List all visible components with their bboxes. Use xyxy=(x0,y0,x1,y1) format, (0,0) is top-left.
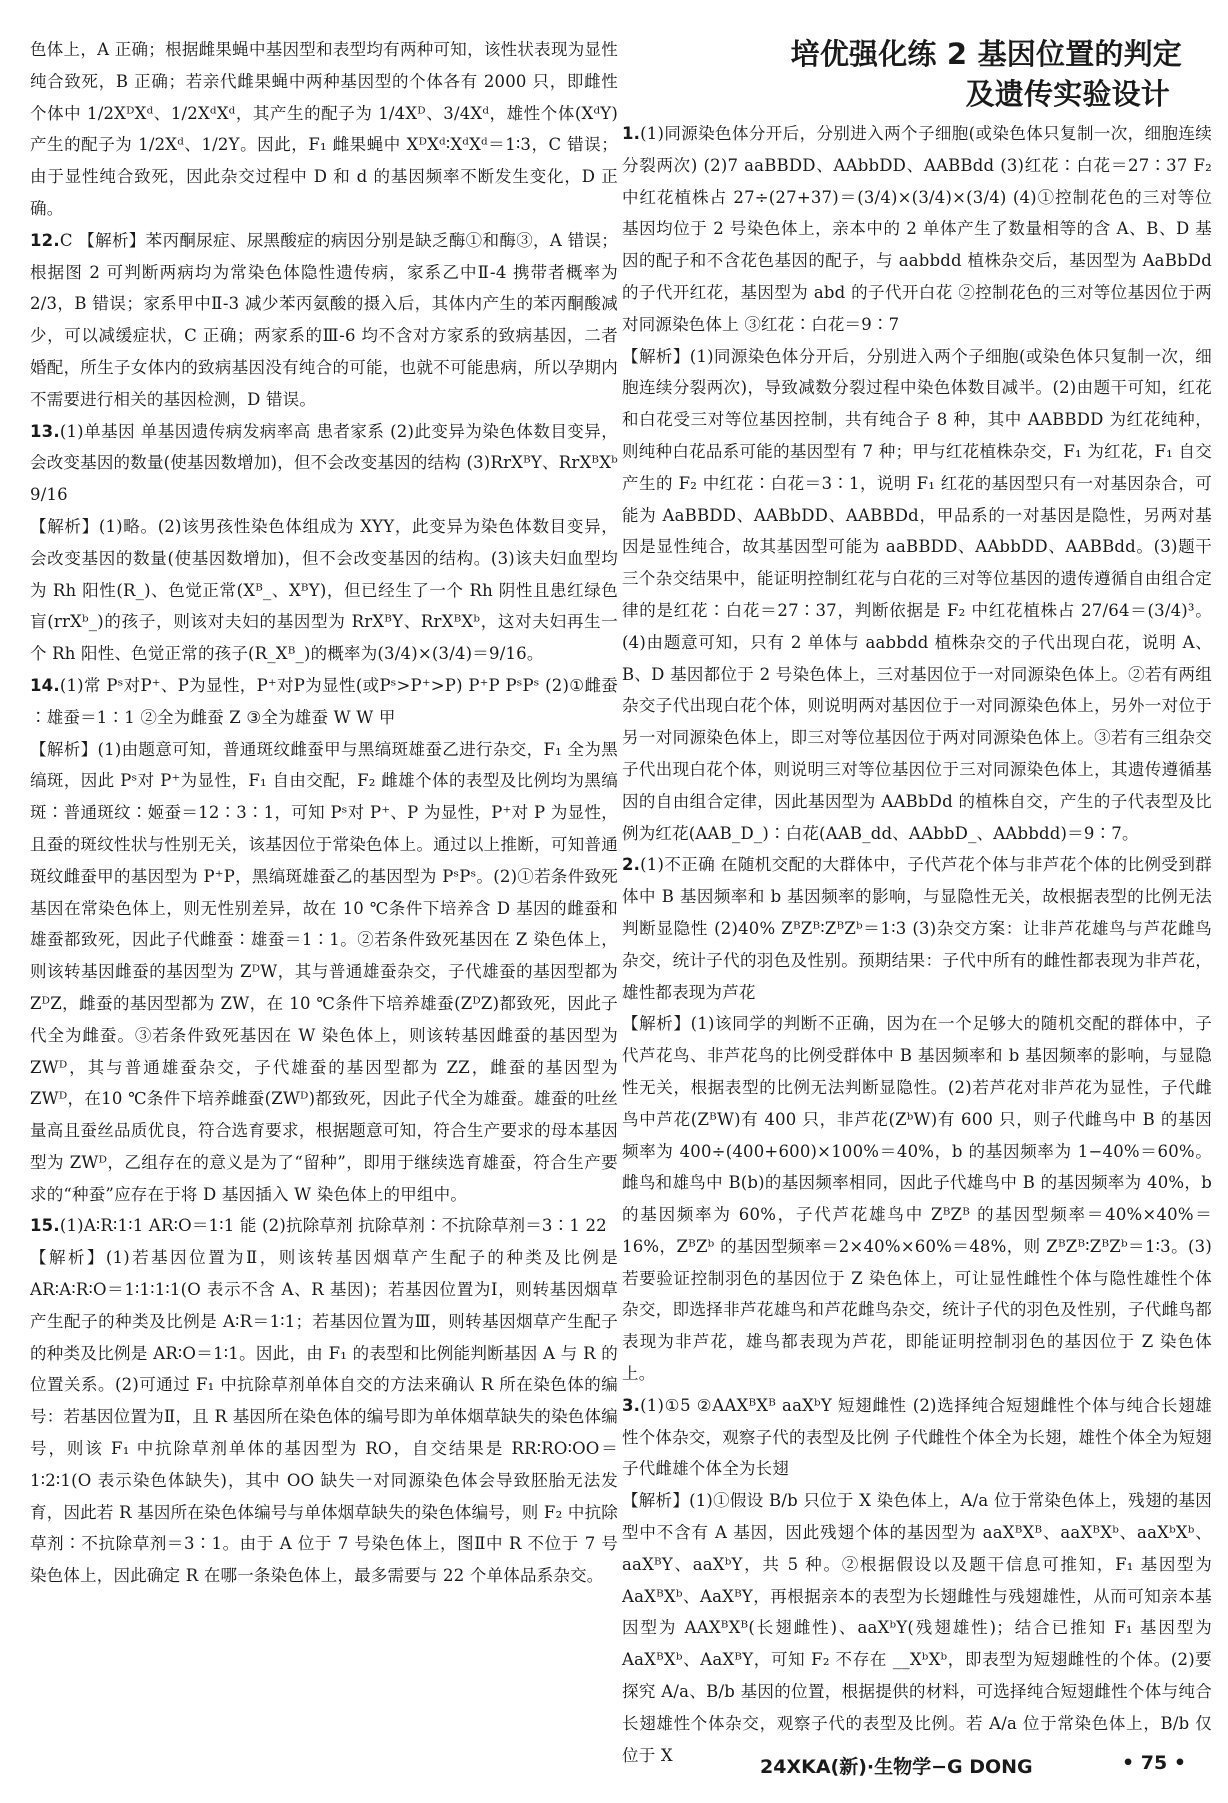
answer-paragraph xyxy=(622,849,1212,1008)
answer-paragraph xyxy=(30,1242,618,1592)
section-title-line1: 培优强化练 2 基因位置的判定 xyxy=(790,37,1182,71)
answer-paragraph xyxy=(622,1008,1212,1390)
page-footer xyxy=(760,1752,1220,1779)
book-code: 24XKA(新)·生物学−G DONG xyxy=(760,1756,1033,1778)
answer-text: (1)不正确 在随机交配的大群体中，子代芦花个体与非芦花个体的比例受到群体中 B 基因频率和 b 基因频率的影响，与显隐性无关，故根据表型的比例无法判断显隐性 (2)40% ZᴮZᴮ∶ZᴮZᵇ＝1∶3 (3)杂交方案：让非芦花雄鸟与芦花雌鸟杂交，统计子代的羽色及性别。预期结果：子代中所有的雌性都表现为非芦花，雄性都表现为芦花 xyxy=(622,855,1212,1002)
answer-paragraph xyxy=(30,670,618,734)
answer-paragraph xyxy=(30,416,618,511)
answer-paragraph xyxy=(30,1210,618,1242)
answer-text: C 【解析】苯丙酮尿症、尿黑酸症的病因分别是缺乏酶①和酶③，A 错误；根据图 2 可判断两病均为常染色体隐性遗传病，家系乙中Ⅱ-4 携带者概率为 2/3，B 错误；家系甲中Ⅱ-3 减少苯丙氨酸的摄入后，其体内产生的苯丙酮酸减少，可以减缓症状，C 正确；两家系的Ⅲ-6 均不含对方家系的致病基因，二者婚配，所生子女体内的致病基因没有纯合的可能，也就不可能患病，所以孕期内不需要进行相关的基因检测，D 错误。 xyxy=(30,230,618,409)
answer-text: 【解析】(1)同源染色体分开后，分别进入两个子细胞(或染色体只复制一次，细胞连续分裂两次)，导致减数分裂过程中染色体数目减半。(2)由题干可知，红花和白花受三对等位基因控制，共有纯合子 8 种，其中 AABBDD 为红花纯种，则纯种白花品系可能的基因型有 7 种；甲与红花植株杂交，F₁ 为红花，F₁ 自交产生的 F₂ 中红花∶白花＝3∶1，说明 F₁ 红花的基因型只有一对基因杂合，可能为 AaBBDD、AABbDD、AABBDd，甲品系的一对基因是隐性，另两对基因是显性纯合，故其基因型可能为 aaBBDD、AAbbDD、AABBdd。(3)题干三个杂交结果中，能证明控制红花与白花的三对等位基因的遗传遵循自由组合定律的是红花∶白花＝27∶37，判断依据是 F₂ 中红花植株占 27/64＝(3/4)³。(4)由题意可知，只有 2 单体与 aabbdd 植株杂交的子代出现白花，说明 A、B、D 基因都位于 2 号染色体上，三对基因位于一对同源染色体上。②若有两组杂交子代出现白花个体，则说明两对基因位于一对同源染色体上，另外一对位于另一对同源染色体上，即三对等位基因位于两对同源染色体上。③若有三组杂交子代出现白花个体，则说明三对等位基因位于三对同源染色体上，其遗传遵循基因的自由组合定律，因此基因型为 AABbDd 的植株自交，产生的子代表型及比例为红花(AAB_D_)∶白花(AAB_dd、AAbbD_、AAbbdd)＝9∶7。 xyxy=(622,346,1212,843)
answer-paragraph xyxy=(622,1485,1212,1771)
question-number: 2. xyxy=(622,855,641,875)
question-number: 15. xyxy=(30,1216,60,1236)
answer-paragraph xyxy=(622,1390,1212,1485)
page-number: • 75 • xyxy=(1122,1752,1186,1774)
answer-text: 【解析】(1)若基因位置为Ⅱ，则该转基因烟草产生配子的种类及比例是 AR∶A∶R∶O＝1∶1∶1∶1(O 表示不含 A、R 基因)；若基因位置为Ⅰ，则转基因烟草产生配子的种类及比例是 A∶R＝1∶1；若基因位置为Ⅲ，则转基因烟草产生配子的种类及比例是 AR∶O＝1∶1。因此，由 F₁ 的表型和比例能判断基因 A 与 R 的位置关系。(2)可通过 F₁ 中抗除草剂单体自交的方法来确认 R 所在染色体的编号：若基因位置为Ⅱ，且 R 基因所在染色体的编号即为单体烟草缺失的染色体编号，则该 F₁ 中抗除草剂单体的基因型为 RO，自交结果是 RR∶RO∶OO＝1∶2∶1(O 表示染色体缺失)，其中 OO 缺失一对同源染色体会导致胚胎无法发育，因此若 R 基因所在染色体编号与单体烟草缺失的染色体编号，则 F₂ 中抗除草剂∶不抗除草剂＝3∶1。由于 A 位于 7 号染色体上，图Ⅱ中 R 不位于 7 号染色体上，因此确定 R 在哪一条染色体上，最多需要与 22 个单体品系杂交。 xyxy=(30,1248,618,1586)
answer-text: 【解析】(1)略。(2)该男孩性染色体组成为 XYY，此变异为染色体数目变异，会改变基因的数量(使基因数增加)，但不会改变基因的结构。(3)该夫妇血型均为 Rh 阳性(R_)、色觉正常(Xᴮ_、XᴮY)，但已经生了一个 Rh 阴性且患红绿色盲(rrXᵇ_)的孩子，则该对夫妇的基因型为 RrXᴮY、RrXᴮXᵇ，这对夫妇再生一个 Rh 阳性、色觉正常的孩子(R_Xᴮ_)的概率为(3/4)×(3/4)＝9/16。 xyxy=(30,516,618,664)
question-number: 13. xyxy=(30,421,60,441)
answer-text: 【解析】(1)①假设 B/b 只位于 X 染色体上，A/a 位于常染色体上，残翅的基因型中不含有 A 基因，因此残翅个体的基因型为 aaXᴮXᴮ、aaXᴮXᵇ、aaXᵇXᵇ、aaXᴮY、aaXᵇY，共 5 种。②根据假设以及题干信息可推知，F₁ 基因型为 AaXᴮXᵇ、AaXᴮY，再根据亲本的表型为长翅雌性与残翅雄性，从而可知亲本基因型为 AAXᴮXᴮ(长翅雌性)、aaXᵇY(残翅雄性)；结合已推知 F₁ 基因型为 AaXᴮXᵇ、AaXᴮY，可知 F₂ 不存在 __XᵇXᵇ，即表型为短翅雌性的个体。(2)要探究 A/a、B/b 基因的位置，根据提供的材料，可选择纯合短翅雌性个体与纯合长翅雄性个体杂交，观察子代的表型及比例。若 A/a 位于常染色体上，B/b 仅位于 X xyxy=(622,1491,1212,1765)
answer-paragraph xyxy=(622,341,1212,850)
right-column xyxy=(622,34,1212,1771)
section-title xyxy=(622,34,1212,114)
question-number: 12. xyxy=(30,230,60,250)
answer-paragraph xyxy=(30,225,618,416)
answer-text: 色体上，A 正确；根据雌果蝇中基因型和表型均有两种可知，该性状表现为显性纯合致死，B 正确；若亲代雌果蝇中两种基因型的个体各有 2000 只，即雌性个体中 1/2XᴰXᵈ、1/2XᵈXᵈ，其产生的配子为 1/4Xᴰ、3/4Xᵈ，雄性个体(XᵈY)产生的配子为 1/2Xᵈ、1/2Y。因此，F₁ 雌果蝇中 XᴰXᵈ∶XᵈXᵈ＝1∶3，C 错误；由于显性纯合致死，因此杂交过程中 D 和 d 的基因频率不断发生变化，D 正确。 xyxy=(30,40,618,218)
answer-text: (1)A∶R∶1∶1 AR∶O＝1∶1 能 (2)抗除草剂 抗除草剂∶不抗除草剂＝3∶1 22 xyxy=(59,1216,607,1236)
answer-paragraph xyxy=(30,511,618,670)
answer-paragraph xyxy=(30,34,618,225)
question-number: 3. xyxy=(622,1395,641,1415)
answer-paragraph xyxy=(30,734,618,1211)
answer-text: 【解析】(1)该同学的判断不正确，因为在一个足够大的随机交配的群体中，子代芦花鸟、非芦花鸟的比例受群体中 B 基因频率和 b 基因频率的影响，与显隐性无关，根据表型的比例无法判断显隐性。(2)若芦花对非芦花为显性，子代雌鸟中芦花(ZᴮW)有 400 只，非芦花(ZᵇW)有 600 只，则子代雌鸟中 B 的基因频率为 400÷(400+600)×100%＝40%，b 的基因频率为 1−40%＝60%。雌鸟和雄鸟中 B(b)的基因频率相同，因此子代雄鸟中 B 的基因频率为 40%，b 的基因频率为 60%，子代芦花雄鸟中 ZᴮZᴮ 的基因型频率＝40%×40%＝16%，ZᴮZᵇ 的基因型频率＝2×40%×60%＝48%，则 ZᴮZᴮ∶ZᴮZᵇ＝1∶3。(3)若要验证控制羽色的基因位于 Z 染色体上，可让显性雌性个体与隐性雄性个体杂交，即选择非芦花雄鸟和芦花雌鸟杂交，统计子代的羽色及性别，子代雌鸟都表现为非芦花，雄鸟都表现为芦花，即能证明控制羽色的基因位于 Z 染色体上。 xyxy=(622,1014,1212,1384)
answer-text: 【解析】(1)由题意可知，普通斑纹雌蚕甲与黑缟斑雄蚕乙进行杂交，F₁ 全为黑缟斑，因此 Pˢ对 P⁺为显性，F₁ 自由交配，F₂ 雌雄个体的表型及比例均为黑缟斑∶普通斑纹∶姬蚕＝12∶3∶1，可知 Pˢ对 P⁺、P 为显性，P⁺对 P 为显性，且蚕的斑纹性状与性别无关，该基因位于常染色体上。通过以上推断，可知普通斑纹雌蚕甲的基因型为 P⁺P，黑缟斑雄蚕乙的基因型为 PˢPˢ。(2)①若条件致死基因在常染色体上，则无性别差异，故在 10 ℃条件下培养含 D 基因的雌蚕和雄蚕都致死，因此子代雌蚕∶雄蚕＝1∶1。②若条件致死基因在 Z 染色体上，则该转基因雌蚕的基因型为 ZᴰW，其与普通雄蚕杂交，子代雄蚕的基因型都为 ZᴰZ，雌蚕的基因型都为 ZW，在 10 ℃条件下培养雄蚕(ZᴰZ)都致死，因此子代全为雌蚕。③若条件致死基因在 W 染色体上，则该转基因雌蚕的基因型为 ZWᴰ，其与普通雄蚕杂交，子代雄蚕的基因型都为 ZZ，雌蚕的基因型为 ZWᴰ，在10 ℃条件下培养雌蚕(ZWᴰ)都致死，因此子代全为雄蚕。雄蚕的吐丝量高且蚕丝品质优良，符合选育要求，根据题意可知，符合生产要求的母本基因型为 ZWᴰ，乙组存在的意义是为了“留种”，即用于继续选育雄蚕，符合生产要求的“种蚕”应存在于将 D 基因插入 W 染色体上的甲组中。 xyxy=(30,739,618,1204)
question-number: 14. xyxy=(30,675,60,695)
question-number: 1. xyxy=(622,124,641,143)
answer-text: (1)同源染色体分开后，分别进入两个子细胞(或染色体只复制一次，细胞连续分裂两次) (2)7 aaBBDD、AAbbDD、AABBdd (3)红花∶白花＝27∶37 F₂ 中红花植株占 27÷(27+37)＝(3/4)×(3/4)×(3/4) (4)①控制花色的三对等位基因均位于 2 号染色体上，亲本中的 2 单体产生了数量相等的含 A、B、D 基因的配子和不含花色基因的配子，与 aabbdd 植株杂交后，基因型为 AaBbDd 的子代开红花，基因型为 abd 的子代开白花 ②控制花色的三对等位基因位于两对同源染色体上 ③红花∶白花＝9∶7 xyxy=(622,124,1212,334)
left-column xyxy=(30,34,618,1592)
section-title-line2: 及遗传实验设计 xyxy=(965,77,1170,111)
right-column-body xyxy=(622,118,1212,1771)
answer-text: (1)①5 ②AAXᴮXᴮ aaXᵇY 短翅雌性 (2)选择纯合短翅雌性个体与纯合长翅雄性个体杂交，观察子代的表型及比例 子代雌性个体全为长翅，雄性个体全为短翅 子代雌雄个体全为长翅 xyxy=(622,1395,1212,1479)
answer-text: (1)常 Pˢ对P⁺、P为显性，P⁺对P为显性(或Pˢ>P⁺>P) P⁺P PˢPˢ (2)①雌蚕∶雄蚕＝1∶1 ②全为雌蚕 Z ③全为雄蚕 W W 甲 xyxy=(30,675,618,727)
answer-paragraph xyxy=(622,118,1212,341)
answer-text: (1)单基因 单基因遗传病发病率高 患者家系 (2)此变异为染色体数目变异，会改变基因的数量(使基因数增加)，但不会改变基因的结构 (3)RrXᴮY、RrXᴮXᵇ 9/16 xyxy=(30,421,618,505)
